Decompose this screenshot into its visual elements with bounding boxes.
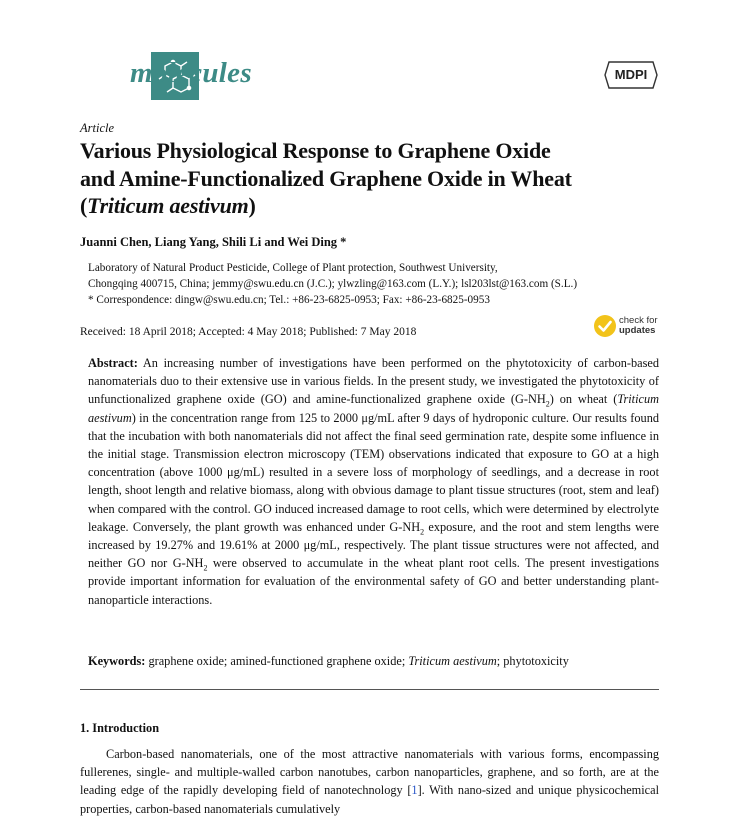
check-line-1: check for bbox=[619, 315, 658, 326]
keywords-label: Keywords: bbox=[88, 654, 146, 668]
affiliation-line-1: Laboratory of Natural Product Pesticide, College of Plant protection, Southwest University, bbox=[88, 262, 498, 274]
publication-dates: Received: 18 April 2018; Accepted: 4 May 2018; Published: 7 May 2018 bbox=[80, 326, 417, 338]
reference-link[interactable]: 1 bbox=[411, 783, 418, 798]
article-type: Article bbox=[80, 121, 115, 135]
abstract: Abstract: An increasing number of investigations have been performed on the phytotoxicity of carbon-based nanomaterials duo to their extensive use in various fields. In the present study, we investigated the phytotoxicity of unfunctionalized graphene oxide (GO) and amine-functionalized graphene oxide $(G-NH_2)$ on wheat (Triticum aestivum) in the concentration range from 125 to 2000 μg/mL after 9 days of hydroponic culture. Our results found that the incubation with both nanomaterials did not affect the final seed germination rate, despite some influence in the initial stage. Transmission electron microscopy (TEM) observations indicated that exposure to GO at a high concentration (above 1000 μg/mL) resulted in a severe loss of morphology of seedlings, and a decrease in root length, shoot length and relative biomass, along with obvious damage to plant tissue structures (root, stem and leaf) when compared with the control. GO induced increased damage to root cells, which were determined by electrolyte leakage. Conversely, the plant growth was enhanced under $G-NH_2$ exposure, and the root and stem lengths were increased by 19.27% and 19.61% at 2000 μg/mL, respectively. The plant tissue structures were not affected, and neither GO nor $G-NH_2$ were observed to accumulate in the wheat plant root cells. The present investigations provide important information for evaluation of the environmental safety of GO and better understanding plant-nanoparticle interactions. bbox=[88, 356, 659, 607]
publisher-name: MDPI bbox=[614, 67, 648, 82]
intro-paragraph: Carbon-based nanomaterials, one of the most attractive nanomaterials with various forms, encompassing fullerenes, single- and multiple-walled carbon nanotubes, carbon nanoparticles, graphene, and so forth, are at the leading edge of the rapidly developing field of nanotechnology [1]. With nano-sized and unique physicochemical properties, carbon-based nanomaterials cumulatively bbox=[80, 747, 659, 816]
check-for-updates-button[interactable] bbox=[593, 312, 663, 340]
publisher-logo bbox=[603, 60, 659, 90]
title-line-2: and Amine-Functionalized Graphene Oxide in Wheat bbox=[80, 165, 572, 191]
author-list: Juanni Chen, Liang Yang, Shili Li and Wei Ding * bbox=[80, 235, 347, 249]
keywords: Keywords: graphene oxide; amined-functioned graphene oxide; Triticum aestivum; phytotoxicity bbox=[88, 654, 569, 668]
title-line-3: (Triticum aestivum) bbox=[80, 193, 256, 218]
title-species: Triticum aestivum bbox=[87, 193, 249, 218]
check-badge-icon bbox=[593, 314, 617, 338]
abstract-label: Abstract: bbox=[88, 356, 138, 370]
journal-name: molecules bbox=[130, 57, 252, 89]
title-line-1: Various Physiological Response to Graphene Oxide bbox=[80, 138, 551, 163]
section-divider bbox=[80, 689, 659, 690]
check-line-2: updates bbox=[619, 325, 656, 336]
article-title bbox=[80, 137, 670, 220]
affiliation-line-2: Chongqing 400715, China; jemmy@swu.edu.cn (J.C.); ylwzling@163.com (L.Y.); lsl203lst@163.com (S.L.) bbox=[88, 278, 578, 290]
correspondence: * Correspondence: dingw@swu.edu.cn; Tel.: +86-23-6825-0953; Fax: +86-23-6825-0953 bbox=[88, 294, 490, 306]
section-heading: 1. Introduction bbox=[80, 721, 160, 735]
